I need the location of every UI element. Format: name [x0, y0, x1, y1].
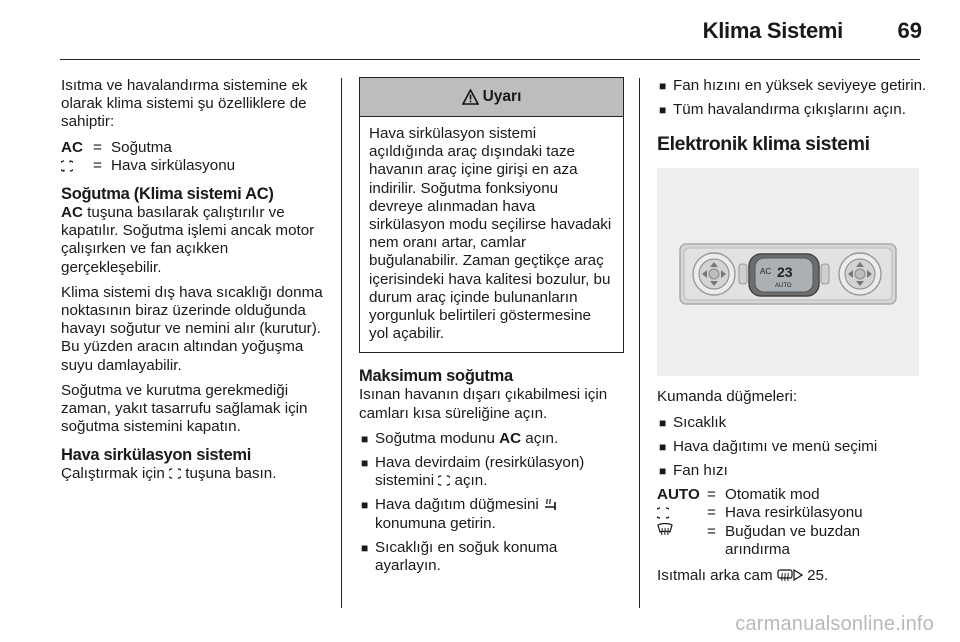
column-2	[359, 77, 624, 581]
intro-paragraph: Isıtma ve havalandırma sistemine ek olarak klima sistemi şu özelliklere de sahiptir:	[61, 77, 308, 131]
recirculation-icon	[438, 472, 450, 489]
rear-window-heating-icon	[777, 567, 793, 584]
page-title: Klima Sistemi	[702, 18, 843, 43]
list-item: ■ Tüm havalandırma çıkışlarını açın.	[659, 101, 906, 119]
recirc-heading: Hava sirkülasyon sistemi	[61, 446, 251, 465]
control-definitions: AUTO = Otomatik mod = Hava resirkülasyonu = Buğudan ve buzdan arındırma	[657, 486, 927, 559]
def-cooling: Soğutma	[111, 138, 172, 156]
warning-title: Uyarı	[482, 87, 522, 105]
symbol-definitions	[61, 139, 329, 175]
list-item: ■ Fan hızını en yüksek seviyeye getirin.	[659, 77, 927, 94]
ac-key: AC	[61, 204, 83, 222]
climate-panel-photo	[657, 168, 919, 376]
list-item: ■ Fan hızı	[659, 462, 728, 480]
ac-symbol: AC	[61, 138, 83, 156]
column-3	[657, 77, 927, 592]
auto-symbol: AUTO	[657, 486, 700, 504]
cooling-paragraph-3: Soğutma ve kurutma gerekmediği zaman, yakıt tasarrufu sağlamak için soğutma sistemini kapatın.	[61, 381, 308, 436]
recirc-paragraph: Çalıştırmak için tuşuna basın.	[61, 465, 277, 483]
warning-box	[359, 77, 624, 353]
page-number: 69	[897, 18, 922, 43]
list-item: ■ Hava dağıtımı ve menü seçimi	[659, 437, 878, 455]
air-distribution-icon	[543, 496, 558, 513]
ac-key: AC	[499, 429, 522, 447]
watermark: carmanualsonline.info	[735, 613, 934, 635]
column-divider-2	[639, 78, 640, 608]
list-item: ■ Hava devirdaim (resirkülasyon) sistemini açın.	[361, 454, 585, 490]
def-auto: Otomatik mod	[725, 486, 820, 504]
def-recirculation: Hava sirkülasyonu	[111, 156, 236, 174]
section-heading: Elektronik klima sistemi	[657, 133, 870, 156]
defrost-icon	[657, 523, 707, 541]
display-auto: AUTO	[775, 283, 792, 290]
list-item: ■ Hava dağıtım düğmesini konumuna getirin.	[359, 496, 624, 532]
max-cooling-intro: Isınan havanın dışarı çıkabilmesi için camları kısa süreliğine açın.	[359, 386, 608, 422]
list-item: ■ Sıcaklık	[659, 413, 727, 431]
header-rule	[60, 59, 920, 60]
recirculation-icon	[61, 157, 93, 175]
equals-sign: =	[93, 156, 102, 174]
reference-arrow-icon	[793, 567, 803, 584]
list-item: ■ Sıcaklığı en soğuk konuma ayarlayın.	[361, 538, 558, 575]
column-divider-1	[341, 78, 342, 608]
list-item: ■ Soğutma modunu AC açın.	[361, 429, 559, 447]
display-ac: AC	[760, 267, 772, 277]
display-temp: 23	[777, 264, 793, 281]
equals-sign: =	[93, 138, 102, 156]
def-defrost: Buğudan ve buzdan arındırma	[725, 522, 861, 558]
controls-label: Kumanda düğmeleri:	[657, 388, 798, 406]
recirculation-icon	[657, 504, 707, 522]
cooling-heading: Soğutma (Klima sistemi AC)	[61, 185, 274, 204]
recirculation-icon	[169, 465, 181, 482]
warning-header	[360, 78, 623, 117]
page-header	[0, 0, 960, 62]
column-1	[61, 77, 329, 491]
def-recirculation: Hava resirkülasyonu	[725, 504, 863, 522]
max-cooling-heading: Maksimum soğutma	[359, 367, 513, 386]
warning-triangle-icon	[462, 89, 479, 105]
cooling-paragraph-1: AC tuşuna basılarak çalıştırılır ve kapatılır. Soğutma işlemi ancak motor çalışırken ve fan açıkken gerçekleşebilir.	[61, 204, 315, 276]
warning-text: Hava sirkülasyon sistemi açıldığında araç dışındaki taze havanın araç içine girişi en aza indirilir. Soğutma fonksiyonu devreye alınmadan hava sirkülasyon modu seçilirse havadaki nem oranı artar, camlar buğulanabilir. Zaman geçtikçe araç içerisindeki hava kalitesi bozulur, bu durum araç içinde bulunanların yorgunluk belirtileri göstermesine yol açabilir.	[369, 125, 612, 343]
cooling-paragraph-2: Klima sistemi dış hava sıcaklığı donma noktasının biraz üzerinde olduğunda havayı soğutur ve nemini alır (kurutur). Bu yüzden aracın altından yoğuşma suyu damlayabilir.	[61, 283, 323, 374]
rear-window-reference: Isıtmalı arka cam 25.	[657, 567, 829, 585]
